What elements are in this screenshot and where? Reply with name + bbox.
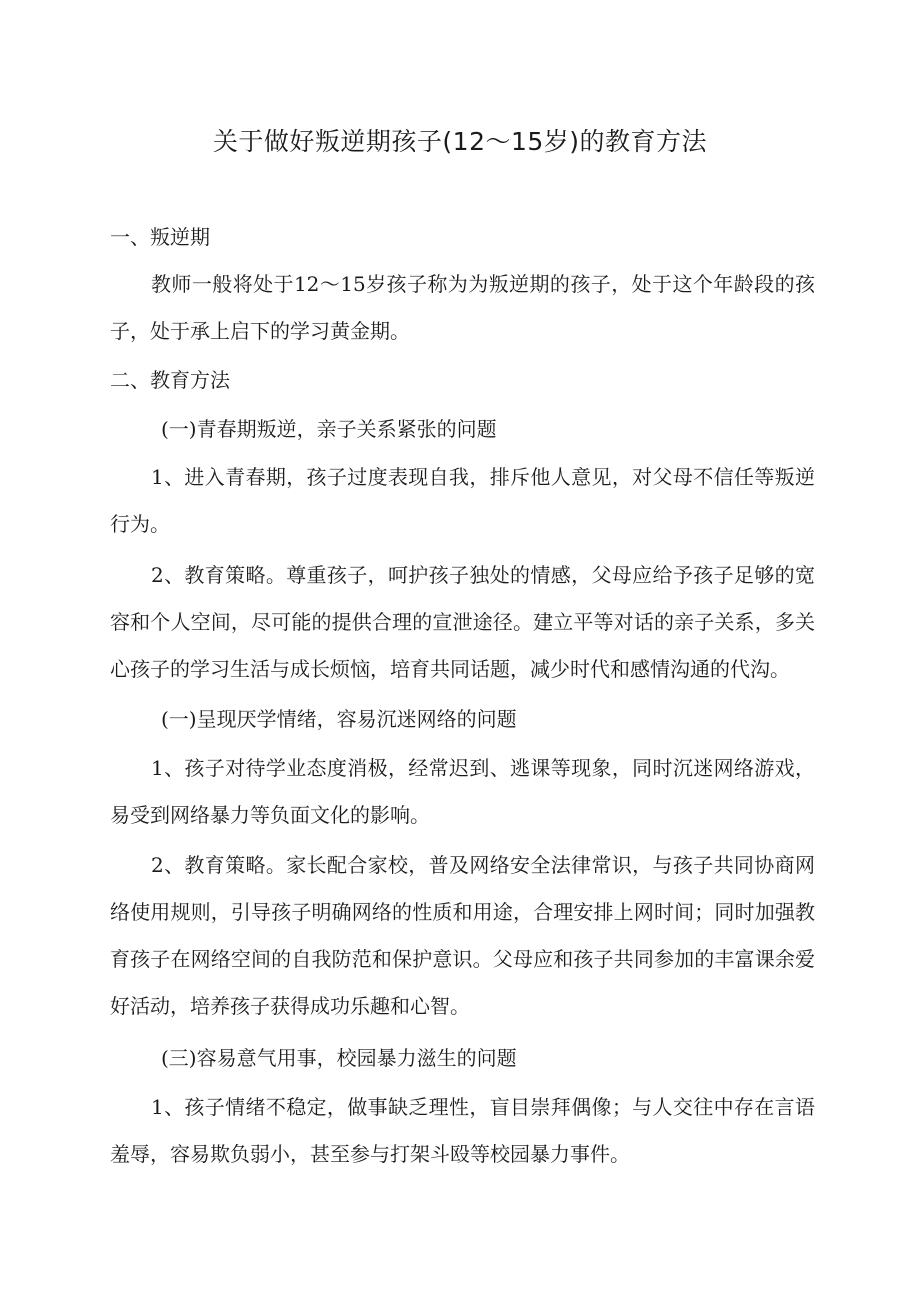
paragraph: 2、教育策略。尊重孩子，呵护孩子独处的情感，父母应给予孩子足够的宽容和个人空间，尽可能的提供合理的宣泄途径。建立平等对话的亲子关系，多关心孩子的学习生活与成长烦恼，培育共同话题，减少时代和感情沟通的代沟。 xyxy=(110,563,815,681)
paragraph: 1、孩子情绪不稳定，做事缺乏理性，盲目崇拜偶像；与人交往中存在言语羞辱，容易欺负弱小，甚至参与打架斗殴等校园暴力事件。 xyxy=(110,1095,815,1166)
paragraph: 2、教育策略。家长配合家校，普及网络安全法律常识，与孩子共同协商网络使用规则，引导孩子明确网络的性质和用途，合理安排上网时间；同时加强教育孩子在网络空间的自我防范和保护意识。父母应和孩子共同参加的丰富课余爱好活动，培养孩子获得成功乐趣和心智。 xyxy=(110,853,815,1018)
section-heading: 二、教育方法 xyxy=(110,368,230,392)
paragraph: 1、孩子对待学业态度消极，经常迟到、逃课等现象，同时沉迷网络游戏，易受到网络暴力等负面文化的影响。 xyxy=(110,756,815,827)
section-heading: 一、叛逆期 xyxy=(110,225,210,249)
subsection-heading: (三)容易意气用事，校园暴力滋生的问题 xyxy=(161,1046,517,1070)
paragraph: 1、进入青春期，孩子过度表现自我，排斥他人意见，对父母不信任等叛逆行为。 xyxy=(110,465,815,536)
subsection-heading: (一)青春期叛逆，亲子关系紧张的问题 xyxy=(161,417,497,441)
subsection-heading: (一)呈现厌学情绪，容易沉迷网络的问题 xyxy=(161,707,517,731)
paragraph: 教师一般将处于12～15岁孩子称为为叛逆期的孩子，处于这个年龄段的孩子，处于承上启下的学习黄金期。 xyxy=(110,272,815,343)
document-title: 关于做好叛逆期孩子(12～15岁)的教育方法 xyxy=(212,127,708,156)
